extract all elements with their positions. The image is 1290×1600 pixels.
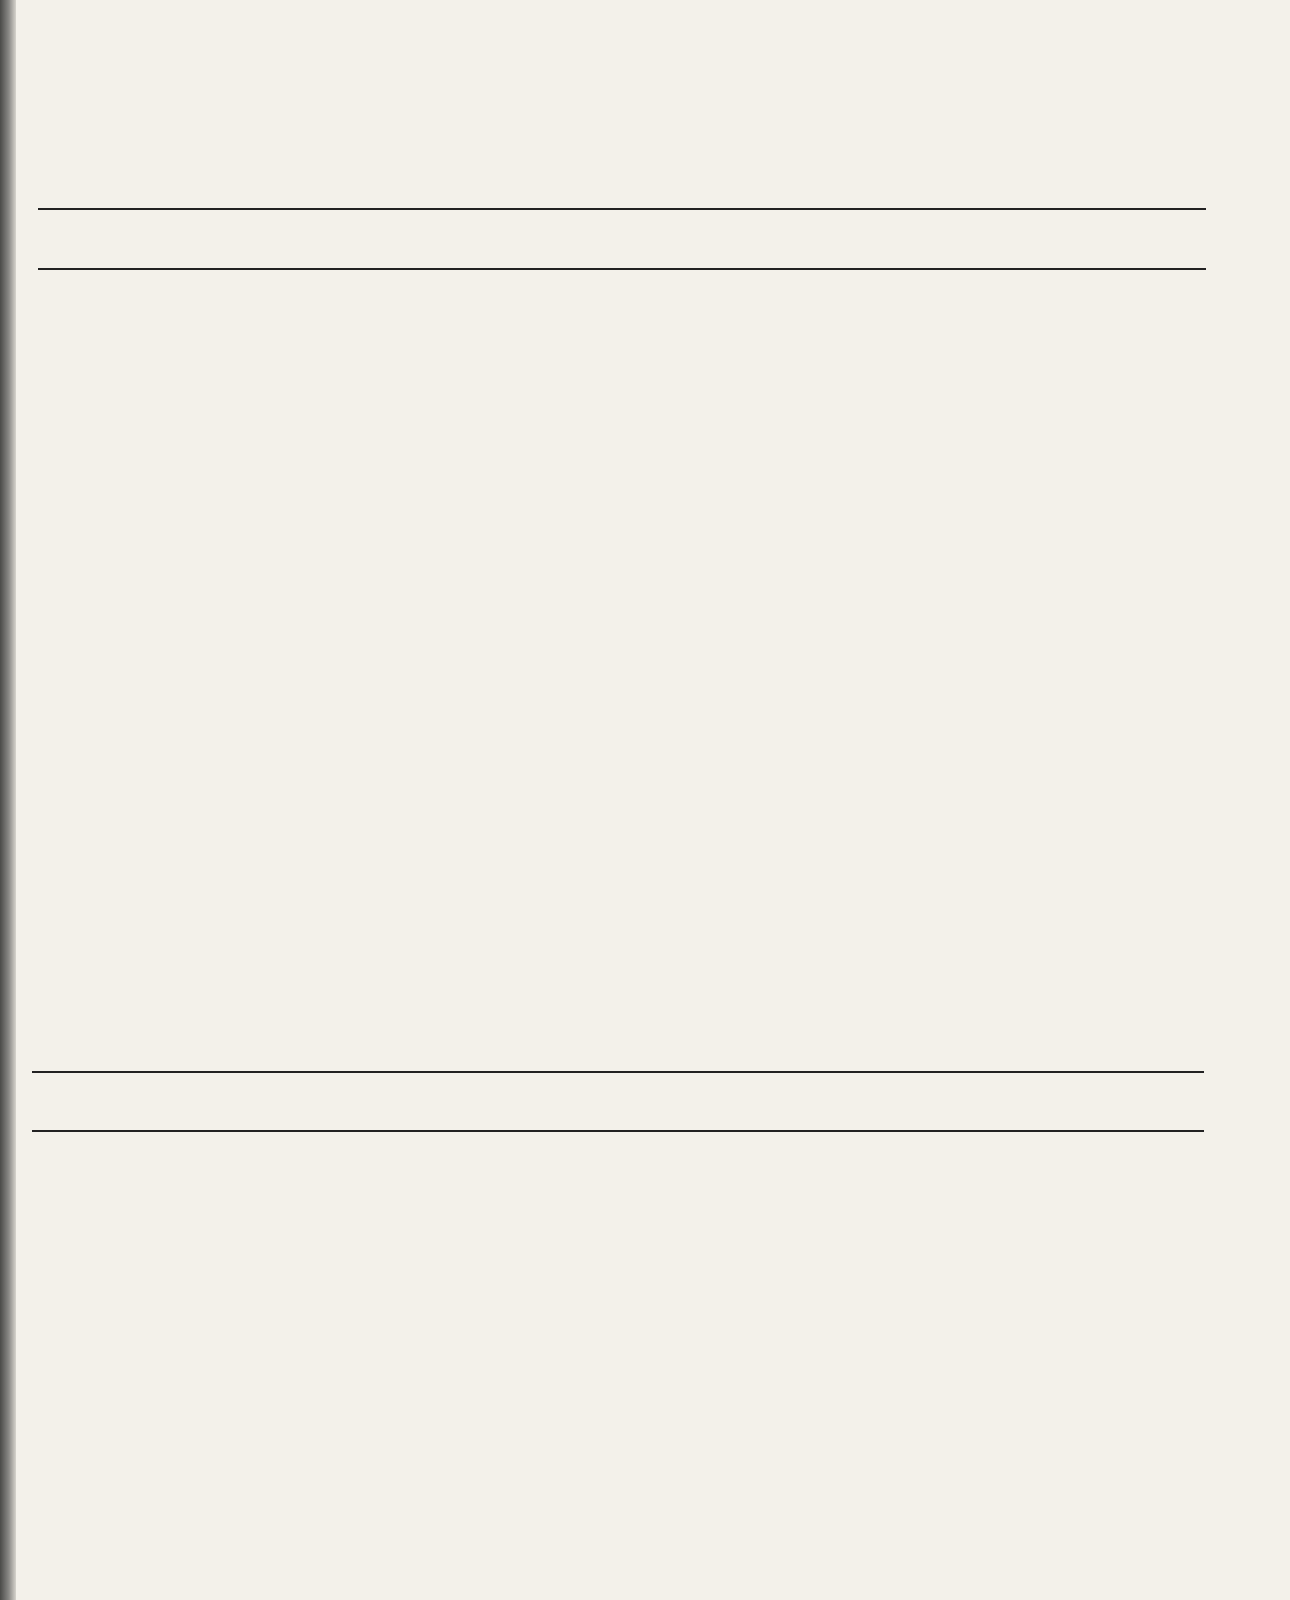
divider-exercises xyxy=(32,1071,1204,1073)
divider-top xyxy=(38,208,1206,210)
divider-presentation xyxy=(38,268,1206,270)
book-binding-shadow xyxy=(0,0,16,1600)
divider-exercises-bottom xyxy=(32,1130,1204,1132)
